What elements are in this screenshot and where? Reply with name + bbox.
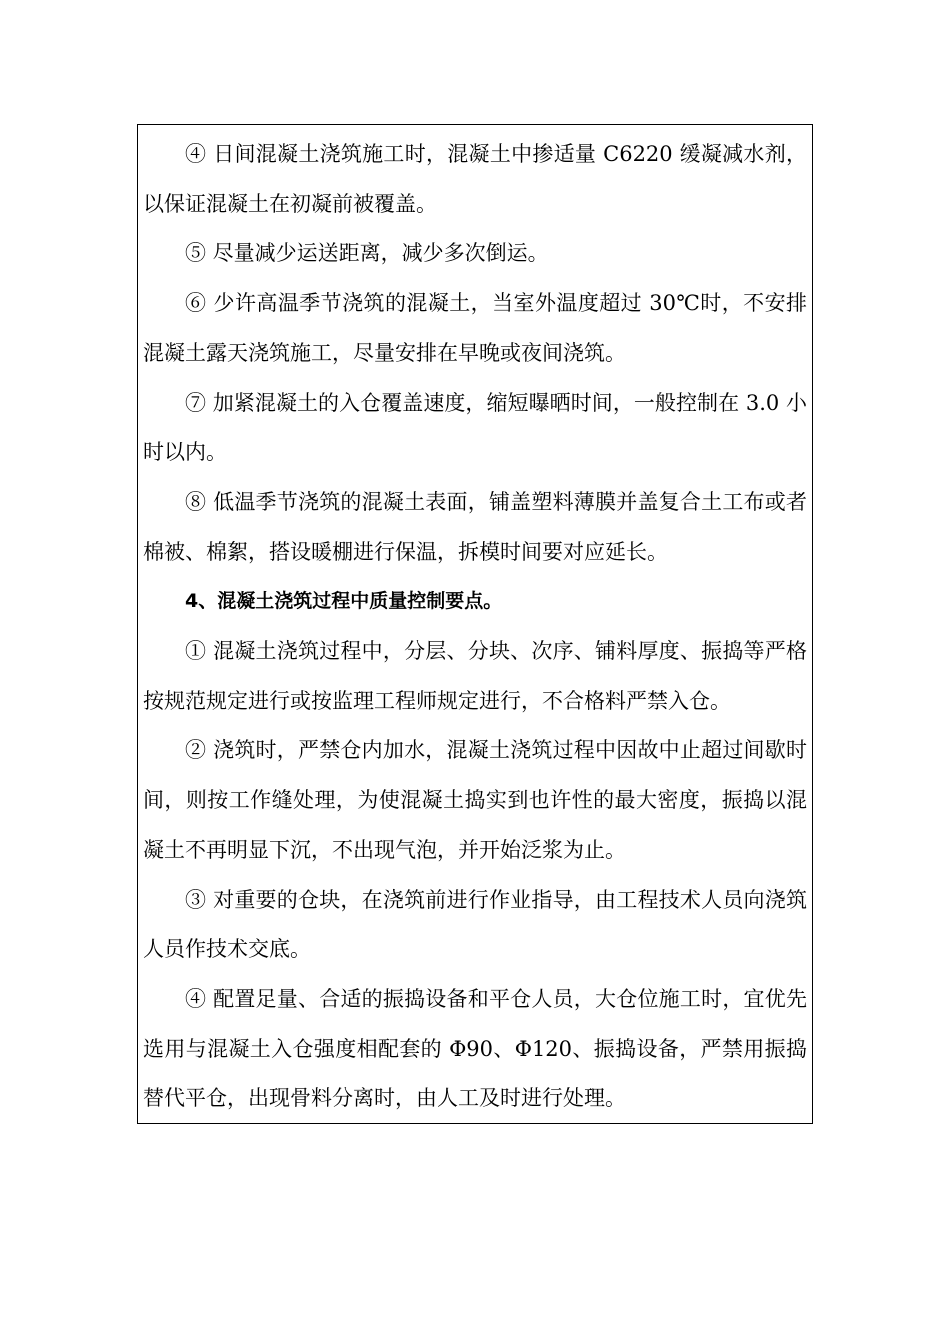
paragraph-item-4b: ④ 配置足量、合适的振捣设备和平仓人员，大仓位施工时，宜优先选用与混凝土入仓强度相配套的 Φ90、Φ120、振捣设备，严禁用振捣替代平仓，出现骨料分离时，由人工及时进行处理。: [143, 986, 807, 1111]
paragraph-item-8: ⑧ 低温季节浇筑的混凝土表面，铺盖塑料薄膜并盖复合土工布或者棉被、棉絮，搭设暖棚进行保温，拆模时间要对应延长。: [143, 489, 807, 564]
paragraph-item-6: ⑥ 少许高温季节浇筑的混凝土，当室外温度超过 30℃时，不安排混凝土露天浇筑施工，尽量安排在早晚或夜间浇筑。: [143, 291, 807, 365]
paragraph-item-5: ⑤ 尽量减少运送距离，减少多次倒运。: [185, 241, 549, 266]
paragraph-item-4: ④ 日间混凝土浇筑施工时，混凝土中掺适量 C6220 缓凝减水剂，以保证混凝土在初凝前被覆盖。: [143, 142, 807, 216]
section-heading: 4、混凝土浇筑过程中质量控制要点。: [185, 590, 503, 613]
document-body: [143, 130, 807, 1124]
paragraph-item-2: ② 浇筑时，严禁仓内加水，混凝土浇筑过程中因故中止超过间歇时间，则按工作缝处理，为使混凝土捣实到也许性的最大密度，振捣以混凝土不再明显下沉，不出现气泡，并开始泛浆为止。: [143, 738, 807, 862]
paragraph-item-7: ⑦ 加紧混凝土的入仓覆盖速度，缩短曝晒时间，一般控制在 3.0 小时以内。: [143, 390, 807, 465]
paragraph-item-1: ① 混凝土浇筑过程中，分层、分块、次序、铺料厚度、振捣等严格按规范规定进行或按监理工程师规定进行，不合格料严禁入仓。: [143, 639, 807, 713]
paragraph-item-3: ③ 对重要的仓块，在浇筑前进行作业指导，由工程技术人员向浇筑人员作技术交底。: [143, 887, 807, 962]
